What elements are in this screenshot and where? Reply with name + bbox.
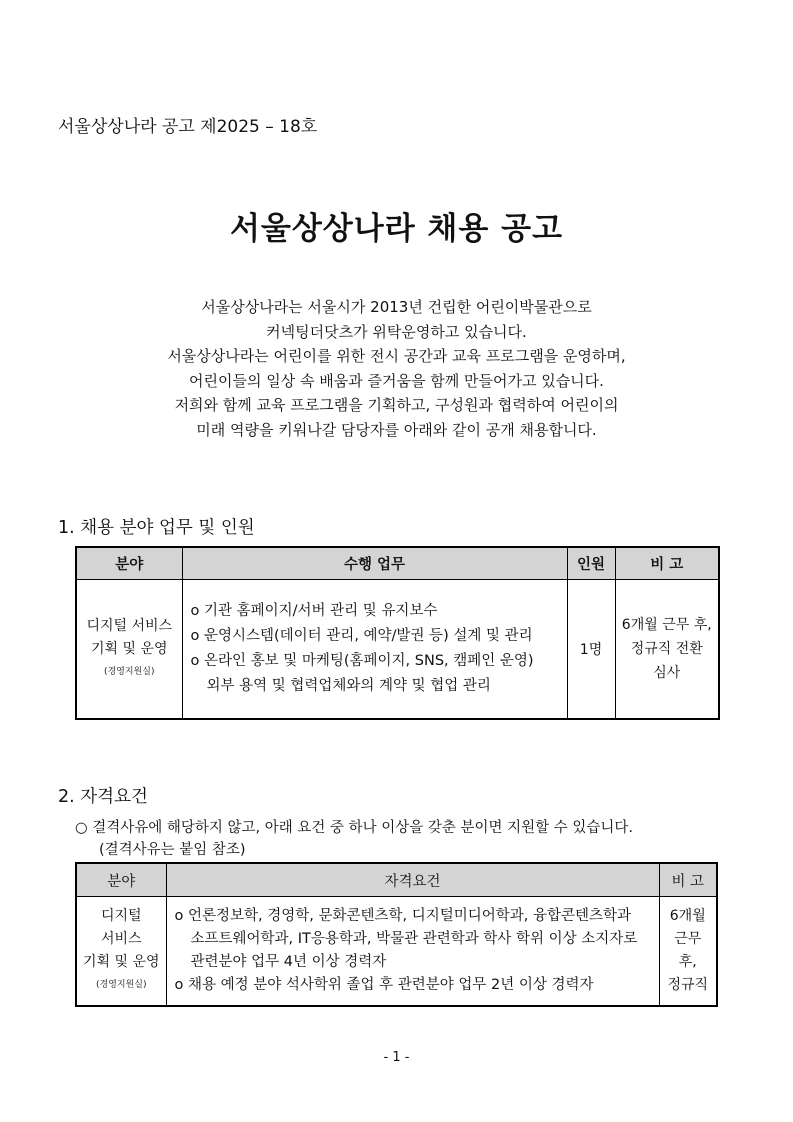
qualification-table bbox=[75, 862, 718, 1007]
note-line: 6개월 근무 후, bbox=[621, 617, 712, 633]
note-line: 근무 bbox=[674, 931, 702, 947]
header-headcount: 인원 bbox=[567, 547, 615, 580]
qualification-intro bbox=[75, 817, 633, 861]
field-name: 디지털 서비스 bbox=[86, 617, 173, 634]
header-note: 비 고 bbox=[615, 547, 719, 580]
field-cell bbox=[76, 580, 182, 720]
requirement-item: 관련분야 업무 4년 이상 경력자 bbox=[190, 954, 387, 970]
note-cell bbox=[659, 897, 717, 1007]
intro-line: 서울상상나라는 서울시가 2013년 건립한 어린이박물관으로 bbox=[201, 298, 592, 316]
table-header-row bbox=[76, 863, 717, 897]
field-department: (경영지원실) bbox=[104, 666, 155, 677]
header-note: 비 고 bbox=[659, 863, 717, 897]
intro-line: 미래 역량을 키워나갈 담당자를 아래와 같이 공개 채용합니다. bbox=[196, 420, 597, 439]
intro-line: 커넥팅더닷츠가 위탁운영하고 있습니다. bbox=[266, 322, 527, 341]
table-row bbox=[76, 580, 719, 720]
document-title: 서울상상나라 채용 공고 bbox=[229, 211, 564, 247]
header-field: 분야 bbox=[76, 863, 166, 897]
field-name: 디지털 bbox=[100, 908, 142, 924]
recruitment-table bbox=[75, 546, 720, 720]
qualification-intro-line: ○ 결격사유에 해당하지 않고, 아래 요건 중 하나 이상을 갖춘 분이면 지원할 수 있습니다. bbox=[75, 820, 634, 836]
field-name: 기획 및 운영 bbox=[90, 640, 168, 657]
requirement-item: o 언론정보학, 경영학, 문화콘텐츠학, 디지털미디어학과, 융합콘텐츠학과 bbox=[174, 908, 632, 924]
notice-number: 서울상상나라 공고 제2025 – 18호 bbox=[58, 117, 318, 137]
field-name: 기획 및 운영 bbox=[82, 954, 160, 970]
note-line: 정규직 전환 bbox=[630, 641, 703, 657]
headcount-cell: 1명 bbox=[567, 580, 615, 720]
field-department: (경영지원실) bbox=[96, 980, 147, 990]
duties-cell bbox=[182, 580, 567, 720]
requirement-item: 소프트웨어학과, IT응용학과, 박물관 관련학과 학사 학위 이상 소지자로 bbox=[190, 931, 638, 947]
table-row bbox=[76, 897, 717, 1007]
duty-item: o 운영시스템(데이터 관리, 예약/발권 등) 설계 및 관리 bbox=[190, 628, 533, 644]
intro-line: 서울상상나라는 어린이를 위한 전시 공간과 교육 프로그램을 운영하며, bbox=[167, 347, 626, 366]
table-header-row bbox=[76, 547, 719, 580]
field-name: 서비스 bbox=[100, 931, 142, 947]
intro-line: 저희와 함께 교육 프로그램을 기획하고, 구성원과 협력하여 어린이의 bbox=[174, 396, 619, 415]
note-cell bbox=[615, 580, 719, 720]
requirements-cell bbox=[166, 897, 659, 1007]
duty-item: 외부 용역 및 협력업체와의 계약 및 협업 관리 bbox=[206, 678, 491, 694]
section2-title: 2. 자격요건 bbox=[58, 787, 148, 807]
duty-item: o 기관 홈페이지/서버 관리 및 유지보수 bbox=[190, 603, 438, 619]
note-line: 6개월 bbox=[669, 908, 706, 924]
header-field: 분야 bbox=[76, 547, 182, 580]
section1-title: 1. 채용 분야 업무 및 인원 bbox=[58, 518, 255, 538]
intro-line: 어린이들의 일상 속 배움과 즐거움을 함께 만들어가고 있습니다. bbox=[189, 371, 604, 390]
requirement-item: o 채용 예정 분야 석사학위 졸업 후 관련분야 업무 2년 이상 경력자 bbox=[174, 977, 594, 993]
duty-item: o 온라인 홍보 및 마케팅(홈페이지, SNS, 캠페인 운영) bbox=[190, 653, 534, 669]
header-duties: 수행 업무 bbox=[182, 547, 567, 580]
intro-paragraph bbox=[0, 295, 793, 443]
note-line: 정규직 bbox=[667, 977, 709, 993]
note-line: 심사 bbox=[653, 665, 681, 681]
page-number: - 1 - bbox=[383, 1050, 410, 1065]
field-cell bbox=[76, 897, 166, 1007]
qualification-intro-note: (결격사유는 붙임 참조) bbox=[99, 842, 246, 858]
header-requirements: 자격요건 bbox=[166, 863, 659, 897]
note-line: 후, bbox=[678, 954, 697, 970]
